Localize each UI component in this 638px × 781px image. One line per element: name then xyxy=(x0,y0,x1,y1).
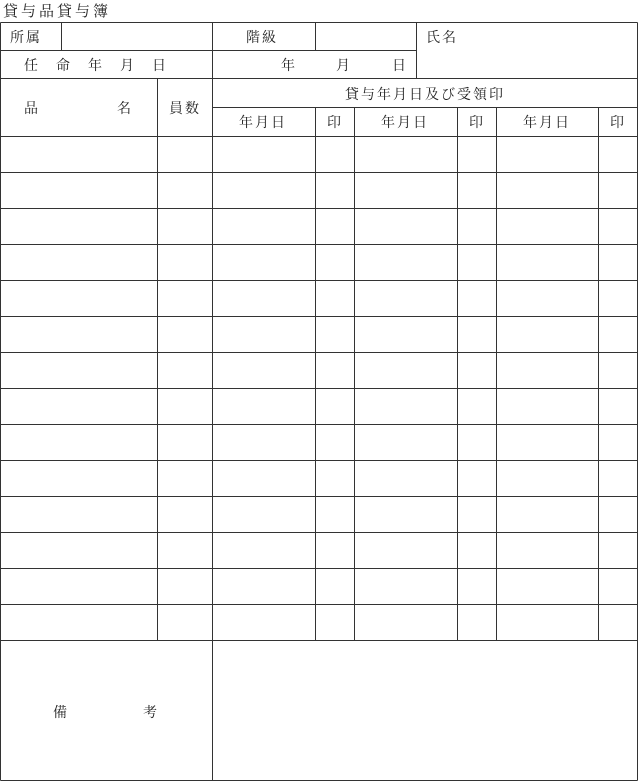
item-name-cell[interactable] xyxy=(1,461,157,496)
appointment-day-placeholder: 日 xyxy=(392,58,406,74)
remarks-label-first: 備 xyxy=(53,705,67,721)
seal-cell-1[interactable] xyxy=(316,245,354,280)
seal-cell-2[interactable] xyxy=(458,317,496,352)
item-name-header-second: 名 xyxy=(117,101,131,117)
seal-cell-3[interactable] xyxy=(599,605,637,640)
seal-cell-3[interactable] xyxy=(599,533,637,568)
lending-header: 貸与年月日及び受領印 xyxy=(345,87,505,103)
item-name-cell[interactable] xyxy=(1,497,157,532)
sub-header-date-3: 年月日 xyxy=(523,115,571,131)
seal-cell-1[interactable] xyxy=(316,605,354,640)
seal-cell-3[interactable] xyxy=(599,209,637,244)
quantity-cell[interactable] xyxy=(158,317,212,352)
table-row xyxy=(0,533,638,568)
table-row xyxy=(0,497,638,532)
date-cell-2[interactable] xyxy=(355,461,457,496)
date-cell-1[interactable] xyxy=(213,137,315,172)
item-name-header-first: 品 xyxy=(24,101,38,117)
appointment-date-label: 任 命 年 月 日 xyxy=(24,58,168,74)
table-row xyxy=(0,173,638,208)
appointment-month-placeholder: 月 xyxy=(336,58,350,74)
seal-cell-2[interactable] xyxy=(458,533,496,568)
item-name-cell[interactable] xyxy=(1,137,157,172)
date-cell-3[interactable] xyxy=(497,389,598,424)
seal-cell-1[interactable] xyxy=(316,533,354,568)
item-name-cell[interactable] xyxy=(1,245,157,280)
date-cell-2[interactable] xyxy=(355,533,457,568)
date-cell-1[interactable] xyxy=(213,461,315,496)
item-name-cell[interactable] xyxy=(1,173,157,208)
date-cell-3[interactable] xyxy=(497,605,598,640)
affiliation-label: 所属 xyxy=(10,30,42,46)
date-cell-3[interactable] xyxy=(497,317,598,352)
item-name-cell[interactable] xyxy=(1,389,157,424)
date-cell-3[interactable] xyxy=(497,245,598,280)
date-cell-2[interactable] xyxy=(355,173,457,208)
seal-cell-1[interactable] xyxy=(316,317,354,352)
table-row xyxy=(0,353,638,388)
item-name-cell[interactable] xyxy=(1,533,157,568)
date-cell-3[interactable] xyxy=(497,281,598,316)
quantity-cell[interactable] xyxy=(158,281,212,316)
seal-cell-1[interactable] xyxy=(316,569,354,604)
quantity-cell[interactable] xyxy=(158,245,212,280)
date-cell-1[interactable] xyxy=(213,209,315,244)
date-cell-1[interactable] xyxy=(213,497,315,532)
seal-cell-2[interactable] xyxy=(458,461,496,496)
seal-cell-1[interactable] xyxy=(316,173,354,208)
quantity-cell[interactable] xyxy=(158,569,212,604)
seal-cell-1[interactable] xyxy=(316,461,354,496)
table-row xyxy=(0,569,638,604)
seal-cell-3[interactable] xyxy=(599,353,637,388)
table-row xyxy=(0,605,638,640)
sub-header-seal-3: 印 xyxy=(610,115,624,131)
date-cell-1[interactable] xyxy=(213,533,315,568)
item-name-cell[interactable] xyxy=(1,353,157,388)
date-cell-1[interactable] xyxy=(213,605,315,640)
form-title: 貸与品貸与簿 xyxy=(3,2,112,20)
seal-cell-3[interactable] xyxy=(599,173,637,208)
date-cell-2[interactable] xyxy=(355,389,457,424)
appointment-year-placeholder: 年 xyxy=(281,58,295,74)
seal-cell-1[interactable] xyxy=(316,389,354,424)
item-name-cell[interactable] xyxy=(1,281,157,316)
seal-cell-3[interactable] xyxy=(599,497,637,532)
quantity-header: 員数 xyxy=(169,101,201,117)
seal-cell-2[interactable] xyxy=(458,425,496,460)
table-row xyxy=(0,209,638,244)
table-row xyxy=(0,389,638,424)
name-label: 氏名 xyxy=(426,30,458,46)
date-cell-2[interactable] xyxy=(355,605,457,640)
item-name-cell[interactable] xyxy=(1,209,157,244)
seal-cell-3[interactable] xyxy=(599,317,637,352)
item-name-cell[interactable] xyxy=(1,605,157,640)
date-cell-1[interactable] xyxy=(213,425,315,460)
table-row xyxy=(0,425,638,460)
sub-header-date-2: 年月日 xyxy=(381,115,429,131)
date-cell-3[interactable] xyxy=(497,497,598,532)
seal-cell-1[interactable] xyxy=(316,137,354,172)
seal-cell-2[interactable] xyxy=(458,389,496,424)
seal-cell-1[interactable] xyxy=(316,209,354,244)
date-cell-3[interactable] xyxy=(497,353,598,388)
quantity-cell[interactable] xyxy=(158,497,212,532)
seal-cell-2[interactable] xyxy=(458,173,496,208)
date-cell-3[interactable] xyxy=(497,425,598,460)
seal-cell-2[interactable] xyxy=(458,353,496,388)
seal-cell-3[interactable] xyxy=(599,389,637,424)
seal-cell-1[interactable] xyxy=(316,281,354,316)
table-row xyxy=(0,281,638,316)
seal-cell-2[interactable] xyxy=(458,569,496,604)
date-cell-3[interactable] xyxy=(497,533,598,568)
quantity-cell[interactable] xyxy=(158,461,212,496)
seal-cell-3[interactable] xyxy=(599,137,637,172)
seal-cell-1[interactable] xyxy=(316,497,354,532)
item-name-cell[interactable] xyxy=(1,569,157,604)
quantity-cell[interactable] xyxy=(158,425,212,460)
date-cell-1[interactable] xyxy=(213,281,315,316)
item-name-cell[interactable] xyxy=(1,317,157,352)
seal-cell-1[interactable] xyxy=(316,353,354,388)
seal-cell-1[interactable] xyxy=(316,425,354,460)
item-name-cell[interactable] xyxy=(1,425,157,460)
seal-cell-2[interactable] xyxy=(458,245,496,280)
seal-cell-3[interactable] xyxy=(599,569,637,604)
date-cell-1[interactable] xyxy=(213,389,315,424)
sub-header-date-1: 年月日 xyxy=(239,115,287,131)
date-cell-2[interactable] xyxy=(355,209,457,244)
seal-cell-3[interactable] xyxy=(599,245,637,280)
table-row xyxy=(0,461,638,496)
seal-cell-2[interactable] xyxy=(458,281,496,316)
date-cell-3[interactable] xyxy=(497,461,598,496)
table-row xyxy=(0,245,638,280)
date-cell-3[interactable] xyxy=(497,209,598,244)
quantity-cell[interactable] xyxy=(158,353,212,388)
date-cell-1[interactable] xyxy=(213,353,315,388)
seal-cell-2[interactable] xyxy=(458,605,496,640)
date-cell-3[interactable] xyxy=(497,569,598,604)
sub-header-seal-2: 印 xyxy=(469,115,483,131)
date-cell-2[interactable] xyxy=(355,137,457,172)
date-cell-1[interactable] xyxy=(213,317,315,352)
quantity-cell[interactable] xyxy=(158,173,212,208)
date-cell-2[interactable] xyxy=(355,353,457,388)
seal-cell-2[interactable] xyxy=(458,209,496,244)
seal-cell-3[interactable] xyxy=(599,461,637,496)
date-cell-2[interactable] xyxy=(355,317,457,352)
quantity-cell[interactable] xyxy=(158,605,212,640)
table-row xyxy=(0,137,638,172)
date-cell-1[interactable] xyxy=(213,569,315,604)
date-cell-1[interactable] xyxy=(213,173,315,208)
quantity-cell[interactable] xyxy=(158,209,212,244)
seal-cell-3[interactable] xyxy=(599,425,637,460)
quantity-cell[interactable] xyxy=(158,389,212,424)
rank-label: 階級 xyxy=(246,30,278,46)
date-cell-1[interactable] xyxy=(213,245,315,280)
date-cell-2[interactable] xyxy=(355,497,457,532)
seal-cell-2[interactable] xyxy=(458,497,496,532)
date-cell-2[interactable] xyxy=(355,425,457,460)
quantity-cell[interactable] xyxy=(158,533,212,568)
seal-cell-3[interactable] xyxy=(599,281,637,316)
sub-header-seal-1: 印 xyxy=(327,115,341,131)
quantity-cell[interactable] xyxy=(158,137,212,172)
date-cell-3[interactable] xyxy=(497,173,598,208)
date-cell-2[interactable] xyxy=(355,281,457,316)
remarks-label-second: 考 xyxy=(143,705,157,721)
date-cell-2[interactable] xyxy=(355,245,457,280)
date-cell-2[interactable] xyxy=(355,569,457,604)
date-cell-3[interactable] xyxy=(497,137,598,172)
table-row xyxy=(0,317,638,352)
seal-cell-2[interactable] xyxy=(458,137,496,172)
